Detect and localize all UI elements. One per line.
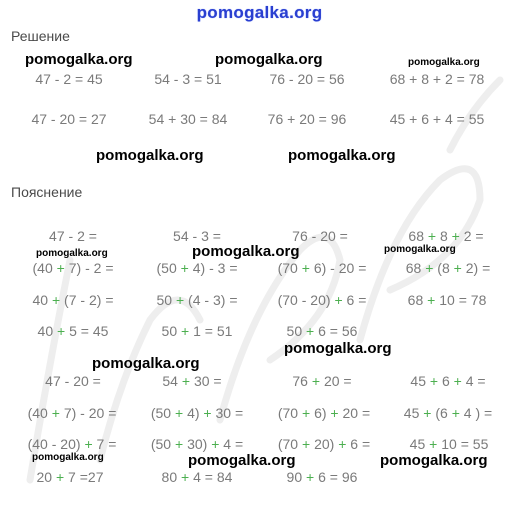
solution-equation: 47 - 20 = 27 <box>31 111 107 127</box>
explanation-step: (40 + 7) - 20 = <box>27 405 117 421</box>
explanation-step: 90 + 6 = 96 <box>286 469 358 485</box>
solution-equation: 68 + 8 + 2 = 78 <box>389 71 485 87</box>
explanation-step: 50 + 1 = 51 <box>161 323 233 339</box>
explanation-step: 50 + (4 - 3) = <box>156 292 238 308</box>
watermark: pomogalka.org <box>36 248 108 259</box>
watermark: pomogalka.org <box>384 244 456 255</box>
explanation-step: (40 - 20) + 7 = <box>27 436 117 452</box>
explanation-step: (50 + 4) + 30 = <box>150 405 244 421</box>
explanation-step: 54 + 30 = <box>162 373 222 389</box>
solution-equation: 45 + 6 + 4 = 55 <box>389 111 485 127</box>
watermark: pomogalka.org <box>408 57 480 68</box>
explanation-step: 45 + 6 + 4 = <box>410 373 486 389</box>
explanation-step: (70 + 6) - 20 = <box>277 260 367 276</box>
solution-equation: 54 + 30 = 84 <box>148 111 228 127</box>
explanation-step: 54 - 3 = <box>173 228 221 244</box>
watermark: pomogalka.org <box>25 51 133 68</box>
watermark: pomogalka.org <box>92 355 200 372</box>
explanation-step: 76 + 20 = <box>292 373 352 389</box>
explanation-step: 47 - 2 = <box>49 228 97 244</box>
explanation-step: 20 + 7 =27 <box>36 469 104 485</box>
watermark: pomogalka.org <box>96 147 204 164</box>
explanation-heading: Пояснение <box>11 184 83 200</box>
explanation-step: 47 - 20 = <box>45 373 101 389</box>
solution-equation: 76 + 20 = 96 <box>267 111 347 127</box>
watermark: pomogalka.org <box>188 452 296 469</box>
explanation-step: 68 + 10 = 78 <box>407 292 487 308</box>
explanation-step: 40 + 5 = 45 <box>37 323 109 339</box>
explanation-step: 76 - 20 = <box>292 228 348 244</box>
explanation-step: 80 + 4 = 84 <box>161 469 233 485</box>
explanation-step: 45 + (6 + 4 ) = <box>403 405 493 421</box>
watermark: pomogalka.org <box>32 452 104 463</box>
explanation-step: (40 + 7) - 2 = <box>32 260 114 276</box>
explanation-step: 45 + 10 = 55 <box>409 436 489 452</box>
solution-equation: 54 - 3 = 51 <box>154 71 222 87</box>
explanation-step: (50 + 4) - 3 = <box>156 260 238 276</box>
watermark: pomogalka.org <box>192 243 300 260</box>
explanation-step: (70 + 20) + 6 = <box>277 436 371 452</box>
watermark: pomogalka.org <box>284 340 392 357</box>
watermark: pomogalka.org <box>380 452 488 469</box>
solution-equation: 47 - 2 = 45 <box>35 71 103 87</box>
site-title: pomogalka.org <box>196 3 323 22</box>
watermark: pomogalka.org <box>288 147 396 164</box>
explanation-step: 50 + 6 = 56 <box>286 323 358 339</box>
explanation-step: (70 + 6) + 20 = <box>277 405 371 421</box>
explanation-step: 68 + 8 + 2 = <box>408 228 484 244</box>
explanation-step: (70 - 20) + 6 = <box>277 292 367 308</box>
explanation-step: (50 + 30) + 4 = <box>150 436 244 452</box>
explanation-step: 68 + (8 + 2) = <box>405 260 491 276</box>
solution-equation: 76 - 20 = 56 <box>269 71 345 87</box>
watermark: pomogalka.org <box>215 51 323 68</box>
explanation-step: 40 + (7 - 2) = <box>32 292 114 308</box>
solution-heading: Решение <box>11 28 70 44</box>
